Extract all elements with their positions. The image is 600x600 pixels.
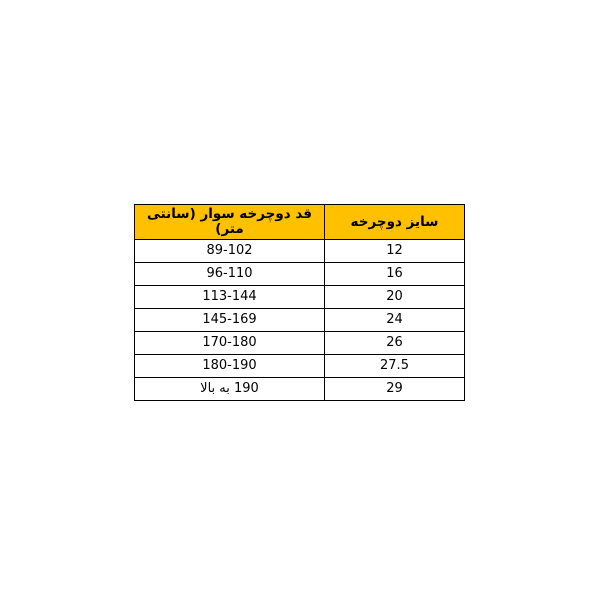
table-body [135, 240, 465, 401]
bike-size-table [134, 204, 465, 401]
cell-size: 27.5 [325, 355, 465, 378]
cell-size: 26 [325, 332, 465, 355]
cell-height: 190 به بالا [135, 378, 325, 401]
cell-size: 29 [325, 378, 465, 401]
cell-size: 12 [325, 240, 465, 263]
table-row [135, 240, 465, 263]
cell-size: 20 [325, 286, 465, 309]
table-row [135, 355, 465, 378]
table-row [135, 286, 465, 309]
header-rider-height: قد دوچرخه سوار (سانتی متر) [135, 205, 325, 240]
cell-height: 89-102 [135, 240, 325, 263]
cell-height: 113-144 [135, 286, 325, 309]
table-row [135, 309, 465, 332]
bike-size-table-container [135, 204, 465, 401]
table-row [135, 332, 465, 355]
header-size: سایز دوچرخه [325, 205, 465, 240]
cell-height: 170-180 [135, 332, 325, 355]
table-row [135, 378, 465, 401]
cell-height: 96-110 [135, 263, 325, 286]
table-header [135, 205, 465, 240]
cell-height: 145-169 [135, 309, 325, 332]
table-header-row [135, 205, 465, 240]
cell-height: 180-190 [135, 355, 325, 378]
cell-size: 24 [325, 309, 465, 332]
table-row [135, 263, 465, 286]
cell-size: 16 [325, 263, 465, 286]
